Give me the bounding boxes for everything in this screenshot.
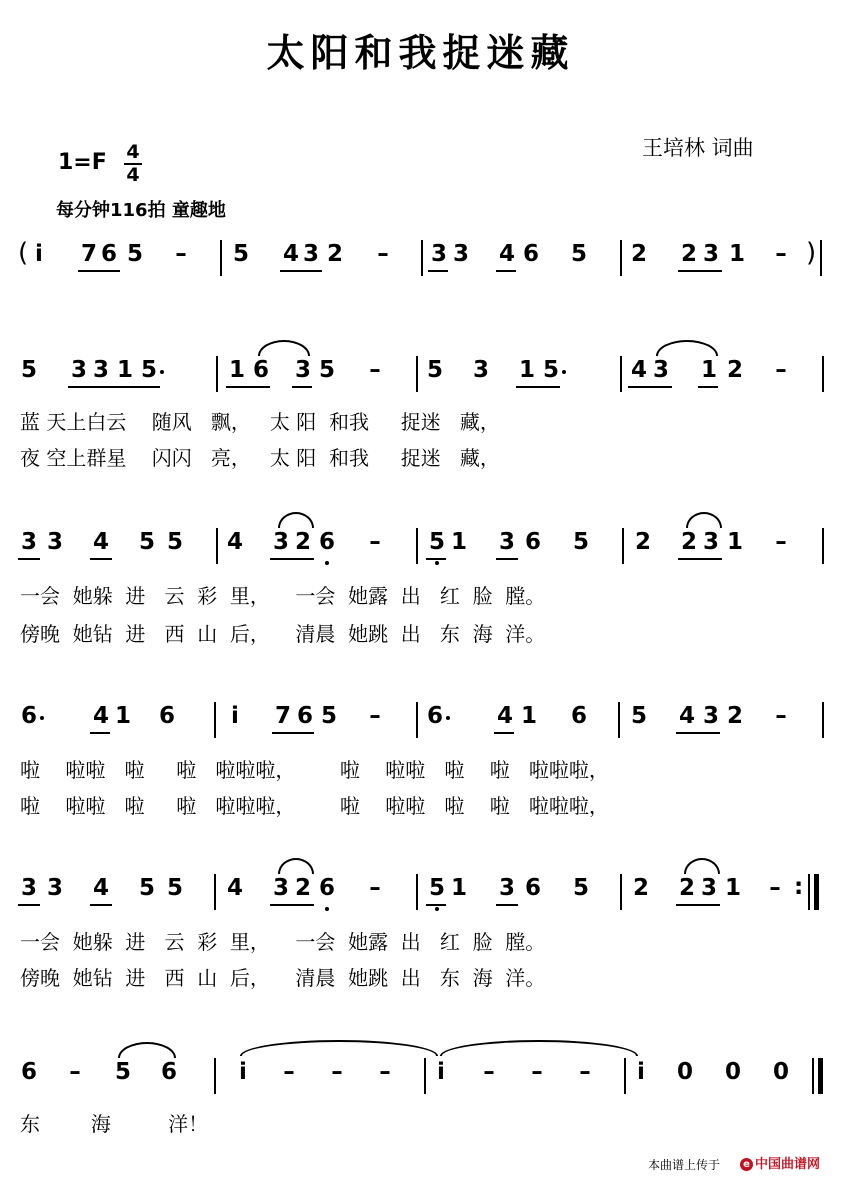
barline: [216, 356, 218, 392]
note: 7: [80, 241, 97, 267]
time-signature-denominator: 4: [126, 164, 140, 186]
note: 3: [452, 241, 469, 267]
tie-arc: [278, 858, 314, 874]
note: 5: [572, 529, 589, 555]
note: 1: [726, 529, 743, 555]
note: 6: [522, 241, 539, 267]
intro-staff: [0, 240, 841, 280]
barline: [416, 528, 418, 564]
staff-line-3: [0, 702, 841, 742]
lyrics-ending: 东 海 洋！: [20, 1112, 209, 1136]
note: 6: [524, 529, 541, 555]
note: 1: [116, 357, 133, 383]
note: 6: [316, 528, 338, 556]
augmentation-dot: [562, 370, 566, 374]
tie-arc: [118, 1042, 176, 1058]
final-barline: [818, 1058, 823, 1094]
note: i: [239, 1059, 247, 1085]
underline: [292, 386, 312, 388]
barline: [214, 1058, 216, 1094]
note: 3: [272, 529, 289, 555]
note: i: [231, 703, 239, 729]
note: 5: [138, 875, 155, 901]
barline: [216, 528, 218, 564]
note: 1: [450, 529, 467, 555]
underline: [280, 270, 322, 272]
barline: [421, 240, 423, 276]
note: 5: [232, 241, 249, 267]
note: 1: [114, 703, 131, 729]
barline: [822, 702, 824, 738]
barline: [622, 528, 624, 564]
tie-arc: [278, 512, 314, 528]
note: 3: [700, 875, 717, 901]
augmentation-dot: [160, 370, 164, 374]
augmentation-dot: [40, 716, 44, 720]
note: 2: [726, 357, 743, 383]
underline: [270, 904, 314, 906]
note: 6: [316, 874, 338, 902]
barline: [822, 528, 824, 564]
dash: –: [369, 703, 381, 729]
barline: [820, 240, 822, 276]
low-octave-dot: [435, 907, 439, 911]
note: 1: [518, 357, 535, 383]
note: 4: [92, 703, 109, 729]
note: 5: [426, 357, 443, 383]
lyrics-verse-2: 傍晚 她钻 进 西 山 后， 清晨 她跳 出 东 海 洋。: [20, 966, 546, 990]
underline: [18, 558, 40, 560]
note: 5: [138, 529, 155, 555]
note: 2: [294, 875, 311, 901]
note: 5: [572, 875, 589, 901]
underline: [496, 270, 516, 272]
dash: –: [69, 1059, 81, 1085]
lyrics-verse-1: 一会 她躲 进 云 彩 里， 一会 她露 出 红 脸 膛。: [20, 584, 546, 608]
underline: [698, 386, 718, 388]
note: 5: [320, 703, 337, 729]
note: 3: [702, 241, 719, 267]
dash: –: [369, 357, 381, 383]
note: 5: [20, 357, 37, 383]
note: 4: [92, 529, 109, 555]
note: 6: [570, 703, 587, 729]
note: 4: [282, 241, 299, 267]
tie-arc: [258, 340, 310, 356]
underline: [90, 732, 110, 734]
note: 3: [702, 529, 719, 555]
underline: [494, 732, 514, 734]
note: 3: [294, 357, 311, 383]
note: 5: [318, 357, 335, 383]
note: 2: [726, 703, 743, 729]
tie-arc: [684, 858, 720, 874]
barline: [416, 702, 418, 738]
time-signature-numerator: 4: [124, 142, 142, 165]
dash: –: [579, 1059, 591, 1085]
lyrics-verse-1: 一会 她躲 进 云 彩 里， 一会 她露 出 红 脸 膛。: [20, 930, 546, 954]
logo-e-icon: e: [740, 1158, 753, 1171]
note: 4: [630, 357, 647, 383]
barline: [424, 1058, 426, 1094]
note: 6: [18, 702, 40, 730]
note: 6: [524, 875, 541, 901]
note: 2: [680, 529, 697, 555]
staff-line-4: [0, 874, 841, 914]
rest: 0: [772, 1059, 789, 1085]
note: 3: [702, 703, 719, 729]
note: i: [637, 1059, 645, 1085]
underline: [516, 386, 560, 388]
note: i: [437, 1059, 445, 1085]
close-paren: ): [806, 238, 817, 268]
underline: [78, 270, 120, 272]
note: 4: [498, 241, 515, 267]
dash: –: [369, 529, 381, 555]
note: 5: [426, 528, 448, 556]
tie-arc: [656, 340, 718, 356]
underline: [272, 732, 314, 734]
dash: –: [775, 529, 787, 555]
underline: [90, 558, 112, 560]
composer-credit: 王培林 词曲: [642, 136, 754, 160]
dash: –: [483, 1059, 495, 1085]
underline: [496, 904, 518, 906]
note: 5: [570, 241, 587, 267]
note: 3: [20, 875, 37, 901]
note: 2: [632, 875, 649, 901]
barline: [618, 702, 620, 738]
dash: –: [775, 357, 787, 383]
dash: –: [283, 1059, 295, 1085]
note: 3: [302, 241, 319, 267]
barline: [214, 874, 216, 910]
barline: [416, 356, 418, 392]
note: 6: [160, 1059, 177, 1085]
rest: 0: [676, 1059, 693, 1085]
note: 3: [498, 875, 515, 901]
note: 2: [680, 241, 697, 267]
open-paren: (: [18, 238, 29, 268]
dash: –: [369, 875, 381, 901]
note: i: [35, 241, 43, 267]
tie-arc: [240, 1040, 438, 1056]
barline: [808, 874, 810, 910]
underline: [428, 270, 448, 272]
note: 5: [426, 874, 448, 902]
underline: [676, 904, 720, 906]
dash: –: [769, 875, 781, 901]
rest: 0: [724, 1059, 741, 1085]
lyrics-verse-2: 傍晚 她钻 进 西 山 后， 清晨 她跳 出 东 海 洋。: [20, 622, 546, 646]
underline: [628, 386, 672, 388]
note: 5: [126, 241, 143, 267]
note: 5: [140, 357, 157, 383]
note: 1: [724, 875, 741, 901]
note: 1: [700, 357, 717, 383]
note: 3: [46, 529, 63, 555]
note: 3: [70, 357, 87, 383]
staff-line-1: [0, 356, 841, 396]
note: 5: [166, 529, 183, 555]
lyrics-verse-1: 蓝 天上白云 随风 飘， 太 阳 和我 捉迷 藏，: [20, 410, 500, 434]
staff-line-5: [0, 1058, 841, 1098]
underline: [496, 558, 518, 560]
note: 6: [424, 702, 446, 730]
underline: [226, 386, 270, 388]
time-signature: [124, 142, 142, 186]
underline: [678, 270, 722, 272]
underline: [68, 386, 160, 388]
note: 3: [498, 529, 515, 555]
low-octave-dot: [325, 561, 329, 565]
note: 3: [272, 875, 289, 901]
note: 2: [326, 241, 343, 267]
augmentation-dot: [446, 716, 450, 720]
underline: [678, 558, 722, 560]
note: 3: [46, 875, 63, 901]
note: 5: [630, 703, 647, 729]
barline: [624, 1058, 626, 1094]
lyrics-verse-2: 啦 啦啦 啦 啦 啦啦啦， 啦 啦啦 啦 啦 啦啦啦，: [20, 794, 609, 818]
note: 5: [166, 875, 183, 901]
barline: [812, 1058, 814, 1094]
dash: –: [775, 241, 787, 267]
dash: –: [331, 1059, 343, 1085]
note: 3: [472, 357, 489, 383]
note: 1: [520, 703, 537, 729]
lyrics-verse-2: 夜 空上群星 闪闪 亮， 太 阳 和我 捉迷 藏，: [20, 446, 500, 470]
low-octave-dot: [325, 907, 329, 911]
dash: –: [775, 703, 787, 729]
note: 1: [228, 357, 245, 383]
low-octave-dot: [435, 561, 439, 565]
note: 2: [294, 529, 311, 555]
note: 4: [496, 703, 513, 729]
barline: [620, 240, 622, 276]
tie-arc: [440, 1040, 638, 1056]
note: 2: [678, 875, 695, 901]
tempo-marking: 每分钟116拍 童趣地: [56, 200, 226, 221]
underline: [90, 904, 112, 906]
note: 4: [226, 875, 243, 901]
note: 6: [20, 1059, 37, 1085]
site-logo[interactable]: [740, 1153, 820, 1172]
barline: [214, 702, 216, 738]
note: 1: [728, 241, 745, 267]
underline: [426, 558, 446, 560]
tie-arc: [686, 512, 722, 528]
repeat-end-barline: [814, 874, 819, 910]
note: 4: [678, 703, 695, 729]
note: 3: [92, 357, 109, 383]
note: 5: [542, 357, 559, 383]
lyrics-verse-1: 啦 啦啦 啦 啦 啦啦啦， 啦 啦啦 啦 啦 啦啦啦，: [20, 758, 609, 782]
barline: [822, 356, 824, 392]
key-signature: 1=F: [58, 150, 107, 175]
note: 2: [634, 529, 651, 555]
note: 5: [114, 1059, 131, 1085]
note: 3: [20, 529, 37, 555]
dash: –: [379, 1059, 391, 1085]
repeat-dots: :: [794, 874, 804, 900]
note: 2: [630, 241, 647, 267]
underline: [18, 904, 40, 906]
note: 6: [252, 357, 269, 383]
note: 3: [652, 357, 669, 383]
barline: [416, 874, 418, 910]
note: 1: [450, 875, 467, 901]
note: 4: [226, 529, 243, 555]
dash: –: [377, 241, 389, 267]
underline: [426, 904, 446, 906]
underline: [676, 732, 720, 734]
dash: –: [531, 1059, 543, 1085]
song-title: 太阳和我捉迷藏: [266, 30, 575, 75]
site-logo-text: 中国曲谱网: [755, 1157, 821, 1172]
staff-line-2: [0, 528, 841, 568]
note: 6: [100, 241, 117, 267]
barline: [620, 356, 622, 392]
note: 7: [274, 703, 291, 729]
note: 6: [296, 703, 313, 729]
underline: [270, 558, 314, 560]
note: 3: [430, 241, 447, 267]
upload-note: 本曲谱上传于: [648, 1158, 721, 1172]
barline: [620, 874, 622, 910]
dash: –: [175, 241, 187, 267]
note: 4: [92, 875, 109, 901]
note: 6: [158, 703, 175, 729]
barline: [220, 240, 222, 276]
